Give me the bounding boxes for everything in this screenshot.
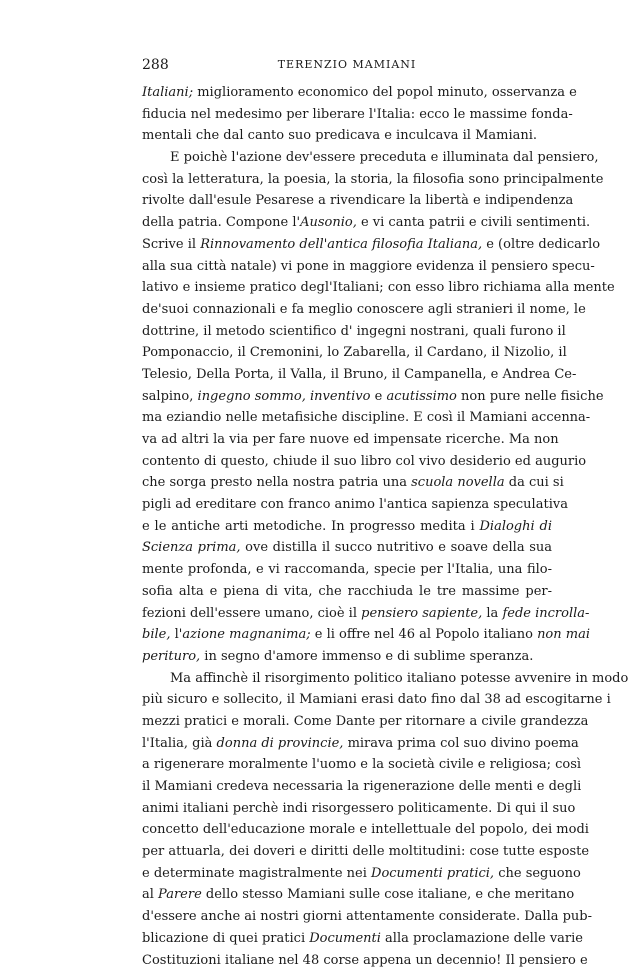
text-line: Scienza prima, ove distilla il succo nutritivo e soave della sua	[142, 537, 552, 559]
text-line: più sicuro e sollecito, il Mamiani erasi dato fino dal 38 ad escogitarne i	[142, 689, 552, 711]
italic-text: Italiani;	[142, 85, 193, 100]
running-header	[142, 55, 552, 75]
text-line: alla sua città natale) vi pone in maggiore evidenza il pensiero specu-	[142, 256, 552, 278]
text-line: per attuarla, dei doveri e diritti delle moltitudini: cose tutte esposte	[142, 841, 552, 863]
text-line: a rigenerare moralmente l'uomo e la società civile e religiosa; così	[142, 754, 552, 776]
italic-text: pensiero sapiente,	[361, 606, 482, 621]
text-line: e determinate magistralmente nei Documenti pratici, che seguono	[142, 863, 552, 885]
italic-text: acutissimo	[386, 389, 456, 404]
text-line: concetto dell'educazione morale e intellettuale del popolo, dei modi	[142, 819, 552, 841]
text-line: sofia alta e piena di vita, che racchiuda le tre massime per-	[142, 581, 552, 603]
running-title: TERENZIO MAMIANI	[142, 55, 552, 75]
text-line: l'Italia, già donna di provincie, mirava prima col suo divino poema	[142, 733, 552, 755]
text-line: pigli ad ereditare con franco animo l'antica sapienza speculativa	[142, 494, 552, 516]
text-line: mente profonda, e vi raccomanda, specie per l'Italia, una filo-	[142, 559, 552, 581]
text-line: d'essere anche ai nostri giorni attentamente considerate. Dalla pub-	[142, 906, 552, 928]
italic-text: ingegno sommo, inventivo	[198, 389, 371, 404]
text-line: contento di questo, chiude il suo libro col vivo desiderio ed augurio	[142, 451, 552, 473]
text-line: dottrine, il metodo scientifico d' ingegni nostrani, quali furono il	[142, 321, 552, 343]
page-number: 288	[142, 55, 169, 75]
italic-text: Scienza prima,	[142, 540, 241, 555]
text-line: mentali che dal canto suo predicava e inculcava il Mamiani.	[142, 125, 552, 147]
italic-text: Ausonio,	[300, 215, 357, 230]
text-line: de'suoi connazionali e fa meglio conoscere agli stranieri il nome, le	[142, 299, 552, 321]
text-line: bile, l'azione magnanima; e li offre nel 46 al Popolo italiano non mai	[142, 624, 552, 646]
text-line: lativo e insieme pratico degl'Italiani; con esso libro richiama alla mente	[142, 277, 552, 299]
text-line: ma eziandio nelle metafisiche discipline. E così il Mamiani accenna-	[142, 407, 552, 429]
paragraph	[142, 147, 552, 668]
text-line: Scrive il Rinnovamento dell'antica filosofia Italiana, e (oltre dedicarlo	[142, 234, 552, 256]
text-line: animi italiani perchè indi risorgessero politicamente. Di qui il suo	[142, 798, 552, 820]
text-line: Costituzioni italiane nel 48 corse appena un decennio! Il pensiero e	[142, 950, 552, 971]
text-line: e le antiche arti metodiche. In progresso medita i Dialoghi di	[142, 516, 552, 538]
text-line: mezzi pratici e morali. Come Dante per ritornare a civile grandezza	[142, 711, 552, 733]
italic-text: azione magnanima;	[182, 627, 310, 642]
text-line: rivolte dall'esule Pesarese a rivendicare la libertà e indipendenza	[142, 190, 552, 212]
text-line: della patria. Compone l'Ausonio, e vi canta patrii e civili sentimenti.	[142, 212, 552, 234]
italic-text: non mai	[537, 627, 590, 642]
text-line: Telesio, Della Porta, il Valla, il Bruno, il Campanella, e Andrea Ce-	[142, 364, 552, 386]
italic-text: fede incrolla-	[502, 606, 589, 621]
italic-text: periturо,	[142, 649, 200, 664]
text-line: che sorga presto nella nostra patria una scuola novella da cui si	[142, 472, 552, 494]
italic-text: Rinnovamento dell'antica filosofia Italiana,	[200, 237, 482, 252]
text-line: blicazione di quei pratici Documenti alla proclamazione delle varie	[142, 928, 552, 950]
italic-text: Parere	[158, 887, 202, 902]
text-line: Ma affinchè il risorgimento politico italiano potesse avvenire in modo	[142, 668, 552, 690]
text-line: fezioni dell'essere umano, cioè il pensiero sapiente, la fede incrolla-	[142, 603, 552, 625]
text-line: periturо, in segno d'amore immenso e di sublime speranza.	[142, 646, 552, 668]
italic-text: Documenti pratici,	[371, 866, 494, 881]
text-line: al Parere dello stesso Mamiani sulle cose italiane, e che meritano	[142, 884, 552, 906]
italic-text: donna di provincie,	[217, 736, 344, 751]
paragraph	[142, 82, 552, 147]
italic-text: bile,	[142, 627, 170, 642]
italic-text: Documenti	[309, 931, 381, 946]
text-line: Pomponaccio, il Cremonini, lo Zabarella, il Cardano, il Nizolio, il	[142, 342, 552, 364]
text-line: fiducia nel medesimo per liberare l'Italia: ecco le massime fonda-	[142, 104, 552, 126]
text-line: E poichè l'azione dev'essere preceduta e illuminata dal pensiero,	[142, 147, 552, 169]
text-line: Italiani; miglioramento economico del popol minuto, osservanza e	[142, 82, 552, 104]
paragraph	[142, 668, 552, 971]
text-line: il Mamiani credeva necessaria la rigenerazione delle menti e degli	[142, 776, 552, 798]
text-line: così la letteratura, la poesia, la storia, la filosofia sono principalmente	[142, 169, 552, 191]
text-line: va ad altri la via per fare nuove ed impensate ricerche. Ma non	[142, 429, 552, 451]
italic-text: scuola novella	[411, 475, 505, 490]
text-line: salpino, ingegno sommo, inventivo e acutissimo non pure nelle fisiche	[142, 386, 552, 408]
italic-text: Dialoghi di	[479, 519, 552, 534]
body-text	[142, 82, 552, 971]
